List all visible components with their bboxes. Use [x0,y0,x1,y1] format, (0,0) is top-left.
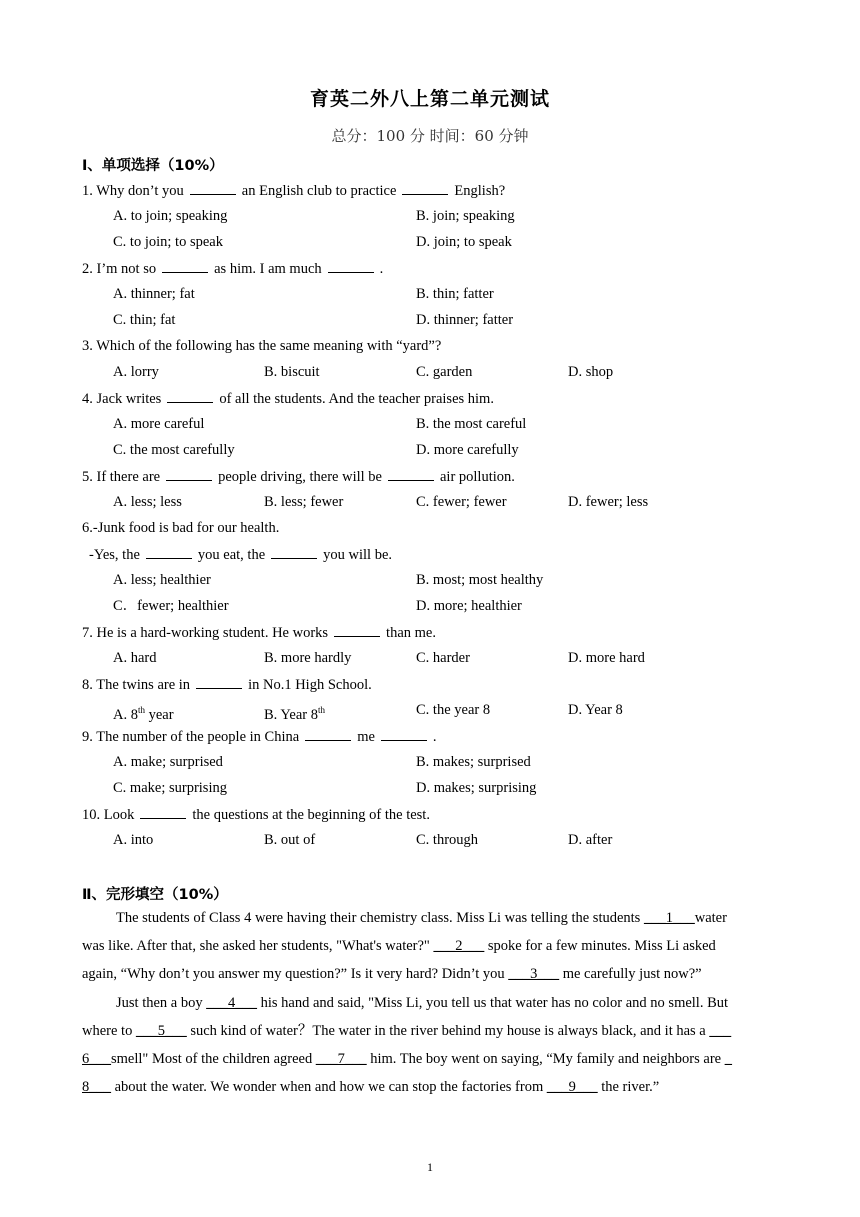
cloze-line-6: 6___smell" Most of the children agreed ___7___ him. The boy went on saying, “My family and neighbors are _ [82,1051,732,1067]
q6-option-a: A. less; healthier [113,572,211,588]
page-subtitle: 总分：100 分 时间：60 分钟 [331,127,529,145]
q5-option-a: A. less; less [113,494,182,510]
q2-option-d: D. thinner; fatter [416,312,514,328]
q10-option-b: B. out of [264,832,316,848]
question-6: 6.-Junk food is bad for our health. [82,520,280,536]
q2-option-b: B. thin; fatter [416,286,494,302]
q4-option-c: C. the most carefully [113,442,235,458]
q1-option-b: B. join; speaking [416,208,515,224]
question-7: 7. He is a hard-working student. He works than me. [82,622,436,643]
q8-option-d: D. Year 8 [568,702,623,718]
q10-option-a: A. into [113,832,154,848]
cloze-line-5: where to ___5___ such kind of water？The water in the river behind my house is always black, and it has a ___ [82,1023,732,1039]
q4-option-a: A. more careful [113,416,205,432]
q9-option-b: B. makes; surprised [416,754,531,770]
q8-option-b: B. Year 8th [264,705,325,723]
q5-option-c: C. fewer; fewer [416,494,507,510]
q2-option-a: A. thinner; fat [113,286,195,302]
q3-option-a: A. lorry [113,364,159,380]
question-1: 1. Why don’t you an English club to practice English? [82,180,505,201]
q1-option-d: D. join; to speak [416,234,512,250]
q6-option-d: D. more; healthier [416,598,522,614]
q5-option-d: D. fewer; less [568,494,649,510]
question-8: 8. The twins are in in No.1 High School. [82,674,372,695]
cloze-line-3: again, “Why don’t you answer my question?” Is it very hard? Didn’t you ___3___ me carefully just now?” [82,966,702,982]
q9-option-c: C. make; surprising [113,780,227,796]
q7-option-d: D. more hard [568,650,645,666]
q6-option-b: B. most; most healthy [416,572,544,588]
q4-option-d: D. more carefully [416,442,519,458]
question-10: 10. Look the questions at the beginning of the test. [82,804,430,825]
section1-heading: Ⅰ、单项选择（10%） [82,158,224,174]
question-6-response: -Yes, the you eat, the you will be. [89,544,392,565]
question-2: 2. I’m not so as him. I am much . [82,258,383,279]
q3-option-b: B. biscuit [264,364,320,380]
q7-option-c: C. harder [416,650,470,666]
cloze-line-2: was like. After that, she asked her students, "What's water?" ___2___ spoke for a few minutes. Miss Li asked [82,938,716,954]
cloze-line-7: 8___ about the water. We wonder when and how we can stop the factories from ___9___ the river.” [82,1079,660,1095]
q5-option-b: B. less; fewer [264,494,344,510]
section2-heading: Ⅱ、完形填空（10%） [82,887,228,903]
q3-option-d: D. shop [568,364,614,380]
question-9: 9. The number of the people in China me . [82,726,437,747]
question-3: 3. Which of the following has the same meaning with “yard”? [82,338,442,354]
cloze-line-1: The students of Class 4 were having their chemistry class. Miss Li was telling the students ___1___water [116,910,727,926]
q8-option-a: A. 8th year [113,705,174,723]
q10-option-d: D. after [568,832,613,848]
q4-option-b: B. the most careful [416,416,527,432]
question-4: 4. Jack writes of all the students. And the teacher praises him. [82,388,494,409]
q10-option-c: C. through [416,832,479,848]
q6-option-c: C．fewer; healthier [113,598,229,614]
q2-option-c: C. thin; fat [113,312,176,328]
cloze-line-4: Just then a boy ___4___ his hand and said, "Miss Li, you tell us that water has no color and no smell. But [116,995,729,1011]
q9-option-a: A. make; surprised [113,754,223,770]
q3-option-c: C. garden [416,364,473,380]
q7-option-b: B. more hardly [264,650,352,666]
page-title: 育英二外八上第二单元测试 [309,88,550,110]
page-number: 1 [427,1160,433,1174]
q7-option-a: A. hard [113,650,157,666]
q1-option-c: C. to join; to speak [113,234,223,250]
question-5: 5. If there are people driving, there will be air pollution. [82,466,515,487]
q1-option-a: A. to join; speaking [113,208,228,224]
q9-option-d: D. makes; surprising [416,780,537,796]
q8-option-c: C. the year 8 [416,702,491,718]
